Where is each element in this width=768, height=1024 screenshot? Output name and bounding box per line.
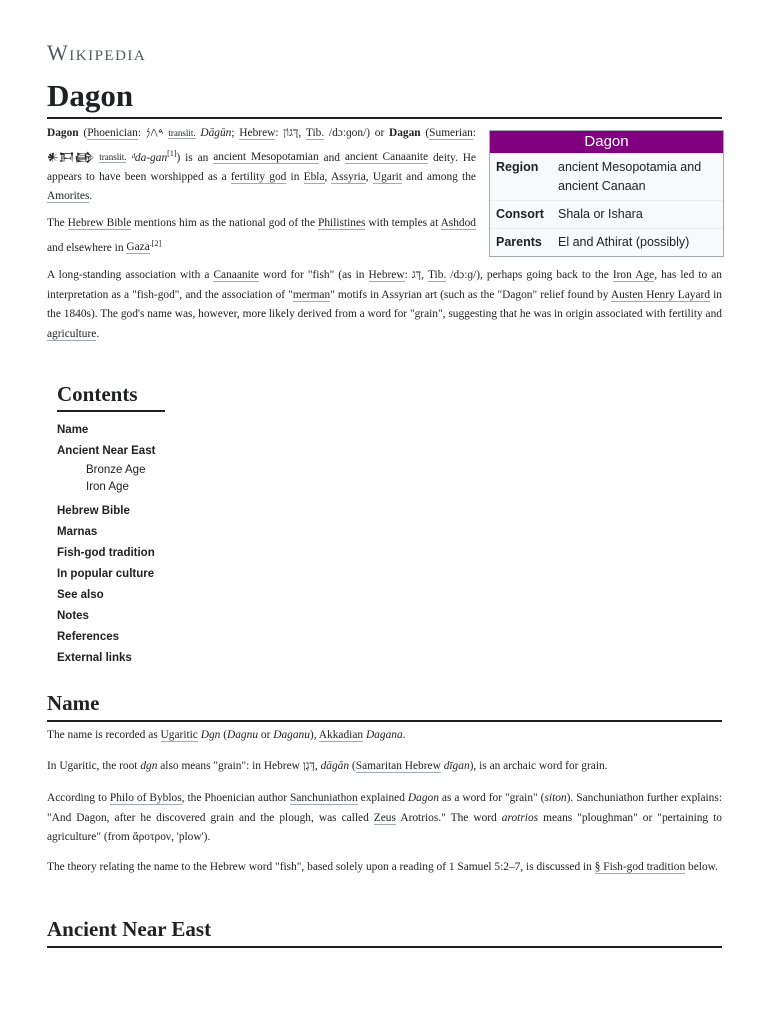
toc-subitem-iron-age[interactable]: Iron Age <box>86 481 129 493</box>
inline-link[interactable]: ancient Mesopotamian <box>213 151 319 164</box>
inline-link[interactable]: Amorites <box>47 190 90 203</box>
text-run: also means "grain": in Hebrew דָּגָן, <box>157 760 321 772</box>
text-run: and elsewhere in <box>47 241 127 254</box>
text-run: : דָּג, <box>404 269 428 281</box>
text-run: ), <box>309 729 319 741</box>
toc-item-in-popular-culture[interactable]: In popular culture <box>57 568 155 580</box>
inline-link[interactable]: fertility god <box>230 170 287 183</box>
page-title: Dagon <box>47 78 134 113</box>
infobox-title: Dagon <box>490 131 723 153</box>
italic-term: Dgn <box>200 729 221 741</box>
text-run: ( <box>349 760 356 772</box>
bold-term: Dagon <box>47 127 79 139</box>
italic-term: ᵈda-gan <box>131 151 168 164</box>
intro-paragraph-1 <box>47 124 476 207</box>
text-run: ). Sanchuniathon further explains: "And Dagon, after he discovered grain and the plough, was called <box>47 792 722 824</box>
bold-term: Dagan <box>388 127 421 139</box>
text-run: deity. He appears to have been worshipped as a <box>47 151 476 183</box>
italic-term: siton <box>544 792 567 804</box>
text-run: /dɔːɡ/), perhaps going back to the <box>446 269 613 281</box>
italic-term: arotrios <box>501 811 539 824</box>
text-run: . <box>89 190 93 203</box>
infobox-row-parents <box>490 228 723 256</box>
infobox-value[interactable]: Shala or Ishara <box>558 207 643 221</box>
text-run: mentions him as the national god of the <box>131 217 318 229</box>
text-run: : דָּגוֹן, <box>275 127 306 139</box>
text-run: /dɔːɡon/) or <box>324 127 389 139</box>
title-underline <box>47 117 722 119</box>
text-run: in the 1840s). The god's name was, however, more likely derived from a word for "grain", suggesting that he was in origin associated with fertility and <box>47 288 722 320</box>
text-run: , the Phoenician author <box>181 792 290 804</box>
text-run: ; <box>231 127 240 139</box>
inline-link[interactable]: Ugaritic <box>160 729 198 741</box>
inline-link[interactable]: Gaza <box>126 241 150 254</box>
toc-item-see-also[interactable]: See also <box>57 589 104 601</box>
text-run: . <box>402 729 406 741</box>
inline-link[interactable]: § Fish-god tradition <box>594 861 686 873</box>
inline-link[interactable]: Akkadian <box>318 729 364 741</box>
inline-link[interactable]: translit. <box>99 152 127 163</box>
name-paragraph-3 <box>47 789 722 848</box>
text-run: ( <box>220 729 228 741</box>
text-run: , <box>324 170 331 183</box>
toc-item-hebrew-bible[interactable]: Hebrew Bible <box>57 505 130 517</box>
text-run: , has led to an interpretation as a "fish-god", and the association of " <box>47 269 723 301</box>
infobox-label: Consort <box>496 207 544 221</box>
text-run: . <box>96 327 100 340</box>
infobox-value[interactable]: ancient Mesopotamia and ancient Canaan <box>558 160 702 193</box>
name-paragraph-4 <box>47 858 722 878</box>
inline-link[interactable]: Canaanite <box>213 269 259 281</box>
text-run: means "ploughman" or "pertaining to agriculture" (from ἄροτρον, 'plow'). <box>47 811 722 843</box>
toc-item-marnas[interactable]: Marnas <box>57 526 98 538</box>
italic-term: Dāgūn <box>200 127 232 139</box>
italic-term: dāgān <box>320 760 350 772</box>
toc-item-fish-god-tradition[interactable]: Fish-god tradition <box>57 547 155 559</box>
toc-item-notes[interactable]: Notes <box>57 610 89 622</box>
section-heading-ancient-near-east: Ancient Near East <box>47 917 722 948</box>
infobox-row-region <box>490 153 723 200</box>
name-paragraph-2 <box>47 757 722 777</box>
text-run: : 𒀭𒁕𒂵 <box>47 127 476 164</box>
inline-link[interactable]: Hebrew Bible <box>67 217 132 229</box>
italic-term: Dagnu <box>227 729 259 741</box>
italic-term: Dagana <box>365 729 403 741</box>
inline-link[interactable]: Philistines <box>318 217 366 229</box>
name-paragraph-1 <box>47 726 722 746</box>
table-of-contents <box>57 382 165 669</box>
toc-item-name[interactable]: Name <box>57 424 89 436</box>
italic-term: Dagon <box>407 792 439 804</box>
text-run: or <box>258 729 274 741</box>
text-run: In Ugaritic, the root <box>47 760 141 772</box>
text-run: and <box>318 151 345 164</box>
text-run: in <box>286 170 304 183</box>
toc-item-references[interactable]: References <box>57 631 120 643</box>
text-run: A long-standing association with a <box>47 269 214 281</box>
inline-link[interactable]: Hebrew <box>368 269 405 281</box>
inline-link[interactable]: Tib. <box>305 127 325 139</box>
toc-item-ancient-near-east[interactable]: Ancient Near East <box>57 445 156 457</box>
text-run: explained <box>357 792 408 804</box>
section-heading-name: Name <box>47 691 722 722</box>
inline-link[interactable]: ancient Canaanite <box>344 151 429 164</box>
inline-link[interactable]: Hebrew <box>239 127 276 139</box>
infobox <box>489 130 724 257</box>
toc-item-external-links[interactable]: External links <box>57 652 132 664</box>
inline-link[interactable]: Ugarit <box>372 170 402 183</box>
inline-link[interactable]: Assyria <box>330 170 366 183</box>
text-run: ), is an archaic word for grain. <box>469 760 608 772</box>
toc-title: Contents <box>57 382 165 412</box>
toc-subitem-bronze-age[interactable]: Bronze Age <box>86 464 146 476</box>
text-run: The theory relating the name to the Hebrew word "fish", based solely upon a reading of 1 Samuel 5:2–7, is discussed in <box>47 861 595 873</box>
intro-paragraph-2 <box>47 214 476 258</box>
text-run: According to <box>47 792 110 804</box>
text-run: ( <box>78 127 88 139</box>
citation-ref[interactable]: .[2] <box>149 238 162 248</box>
inline-link[interactable]: Tib. <box>427 269 447 281</box>
inline-link[interactable]: Ebla <box>303 170 325 183</box>
inline-link[interactable]: Philo of Byblos <box>109 792 182 804</box>
italic-term: dīgan <box>443 760 470 772</box>
infobox-row-consort <box>490 200 723 228</box>
inline-link[interactable]: Phoenician <box>87 127 138 139</box>
inline-link[interactable]: translit. <box>168 128 196 138</box>
text-run: , <box>365 170 373 183</box>
infobox-value[interactable]: El and Athirat (possibly) <box>558 235 690 249</box>
italic-term: dgn <box>140 760 158 772</box>
wikipedia-wordmark[interactable]: Wikipedia <box>47 40 147 65</box>
infobox-label: Region <box>496 160 539 174</box>
text-run: The <box>47 217 68 229</box>
text-run: ) is an <box>176 151 214 164</box>
text-run: with temples at <box>365 217 441 229</box>
inline-link[interactable]: Sumerian <box>429 127 473 139</box>
inline-link[interactable]: merman <box>292 288 331 301</box>
italic-term: Daganu <box>273 729 310 741</box>
text-run: Arotrios." The word <box>395 811 502 824</box>
intro-paragraph-3 <box>47 266 722 344</box>
text-run: The name is recorded as <box>47 729 161 741</box>
inline-link[interactable]: agriculture <box>47 327 97 340</box>
text-run: ( <box>420 127 430 139</box>
infobox-label: Parents <box>496 235 542 249</box>
text-run: word for "fish" (as in <box>258 269 369 281</box>
text-run: and among the <box>401 170 476 183</box>
text-run: below. <box>685 861 718 873</box>
citation-ref[interactable]: [1] <box>167 148 177 158</box>
inline-link[interactable]: Iron Age <box>612 269 655 281</box>
inline-link[interactable]: Austen Henry Layard <box>610 288 711 301</box>
text-run: : 𐤃𐤂𐤍 <box>137 127 169 139</box>
inline-link[interactable]: Zeus <box>373 811 396 824</box>
text-run: " motifs in Assyrian art (such as the "Dagon" relief found by <box>330 288 611 301</box>
text-run: as a word for "grain" ( <box>438 792 545 804</box>
inline-link[interactable]: Ashdod <box>440 217 477 229</box>
inline-link[interactable]: Sanchuniathon <box>289 792 358 804</box>
inline-link[interactable]: Samaritan Hebrew <box>355 760 441 772</box>
